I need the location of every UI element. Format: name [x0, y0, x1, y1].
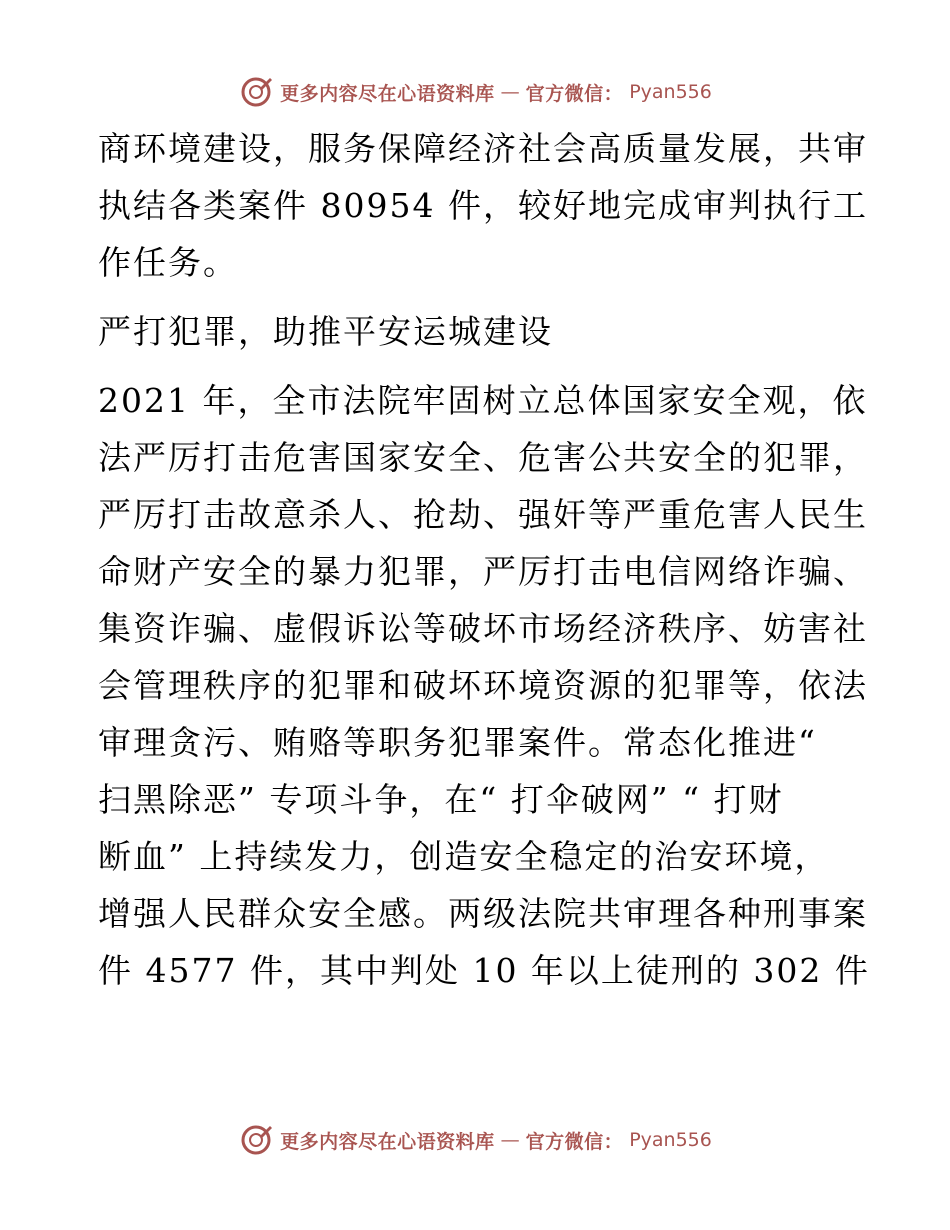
paragraph — [98, 120, 868, 291]
text-line: 断血” 上持续发力，创造安全稳定的治安环境， — [98, 837, 830, 876]
text-line: 商环境建设，服务保障经济社会高质量发展，共审 — [98, 129, 868, 168]
text-line: 2021 年，全市法院牢固树立总体国家安全观，依 — [98, 381, 868, 420]
text-line: 集资诈骗、虚假诉讼等破坏市场经济秩序、妨害社 — [98, 609, 868, 648]
text-line: 法严厉打击危害国家安全、危害公共安全的犯罪， — [98, 438, 868, 477]
text-line: 审理贪污、贿赂等职务犯罪案件。常态化推进“ — [98, 723, 817, 762]
text-line: 作任务。 — [98, 243, 238, 282]
watermark-account: Pyan556 — [629, 81, 712, 103]
watermark-separator: — — [500, 1129, 520, 1151]
watermark-channel: 官方微信： — [525, 82, 624, 105]
text-line: 增强人民群众安全感。两级法院共审理各种刑事案 — [98, 894, 868, 933]
document-body — [98, 120, 870, 999]
watermark-brand: 更多内容尽在心语资料库 — [280, 1130, 495, 1153]
text-line: 件 4577 件，其中判处 10 年以上徒刑的 302 件 — [98, 951, 870, 990]
pen-circle-logo-icon — [238, 1122, 274, 1158]
pen-circle-logo-icon — [238, 74, 274, 110]
paragraph — [98, 372, 870, 999]
text-line: 执结各类案件 80954 件，较好地完成审判执行工 — [98, 186, 868, 225]
watermark-account: Pyan556 — [629, 1129, 712, 1151]
text-line: 严厉打击故意杀人、抢劫、强奸等严重危害人民生 — [98, 495, 868, 534]
section-heading: 严打犯罪，助推平安运城建设 — [98, 312, 553, 351]
watermark-separator: — — [500, 81, 520, 103]
text-line: 会管理秩序的犯罪和破坏环境资源的犯罪等，依法 — [98, 666, 868, 705]
header-watermark — [0, 72, 950, 112]
watermark-brand: 更多内容尽在心语资料库 — [280, 82, 495, 105]
text-line: 命财产安全的暴力犯罪，严厉打击电信网络诈骗、 — [98, 552, 868, 591]
text-line: 扫黑除恶” 专项斗争，在“ 打伞破网” “ 打财 — [98, 780, 784, 819]
watermark-channel: 官方微信： — [525, 1130, 624, 1153]
footer-watermark — [0, 1120, 950, 1160]
